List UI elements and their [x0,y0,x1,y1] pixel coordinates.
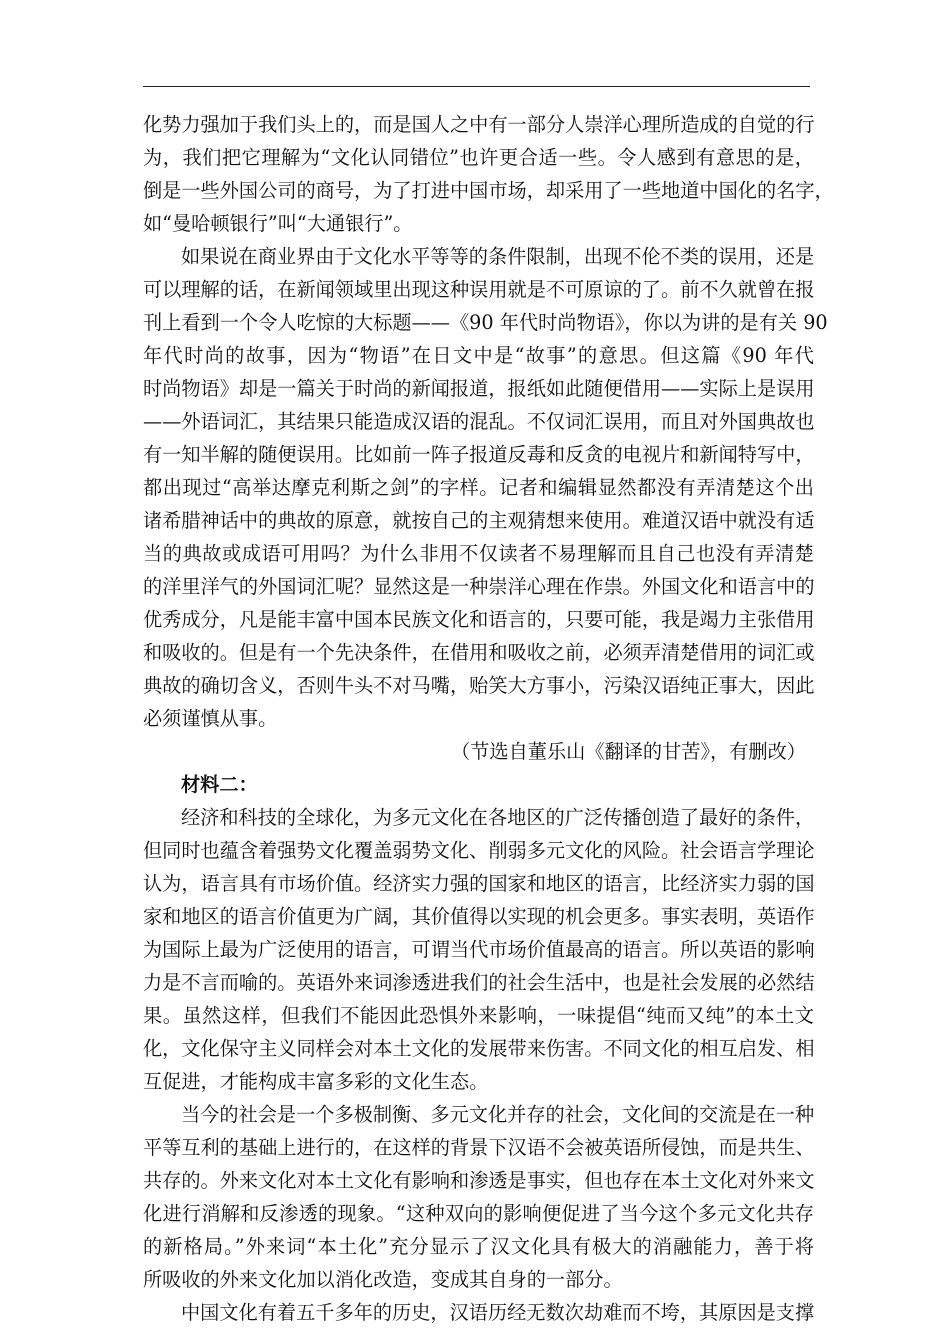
text-line: 的洋里洋气的外国词汇呢？显然这是一种崇洋心理在作祟。外国文化和语言中的 [143,575,815,598]
text-line: 典故的确切含义，否则牛头不对马嘴，贻笑大方事小，污染汉语纯正事大，因此 [143,674,815,697]
text-line: 化，文化保守主义同样会对本土文化的发展带来伤害。不同文化的相互启发、相 [143,1037,815,1060]
text-line: 优秀成分，凡是能丰富中国本民族文化和语言的，只要可能，我是竭力主张借用 [143,608,815,631]
text-line: 中国文化有着五千多年的历史，汉语历经无数次劫难而不垮，其原因是支撑 [181,1301,815,1324]
text-line: 倒是一些外国公司的商号，为了打进中国市场，却采用了一些地道中国化的名字， [143,179,834,202]
text-line: 力是不言而喻的。英语外来词渗透进我们的社会生活中，也是社会发展的必然结 [143,971,815,994]
text-line: 共存的。外来文化对本土文化有影响和渗透是事实，但也存在本土文化对外来文 [143,1169,815,1192]
paragraph-2 [143,240,828,735]
text-line: 化势力强加于我们头上的，而是国人之中有一部分人崇洋心理所造成的自觉的行 [143,113,815,136]
text-line: 如“曼哈顿银行”叫“大通银行”。 [143,212,413,235]
text-line: 必须谨慎从事。 [143,707,278,730]
text-line: 果。虽然这样，但我们不能因此恐惧外来影响，一味提倡“纯而又纯”的本土文 [143,1004,814,1027]
text-line: 时尚物语》却是一篇关于时尚的新闻报道，报纸如此随便借用——实际上是误用 [143,377,815,400]
text-line: 所吸收的外来文化加以消化改造，变成其自身的一部分。 [143,1268,623,1291]
text-line: 为国际上最为广泛使用的语言，可谓当代市场价值最高的语言。所以英语的影响 [143,938,815,961]
paragraph-3 [143,801,814,1098]
text-line: 认为，语言具有市场价值。经济实力强的国家和地区的语言，比经济实力弱的国 [143,872,815,895]
text-line: 互促进，才能构成丰富多彩的文化生态。 [143,1070,489,1093]
text-line: 诸希腊神话中的典故的原意，就按自己的主观猜想来使用。难道汉语中就没有适 [143,509,815,532]
text-line: 的新格局。”外来词“本土化”充分显示了汉文化具有极大的消融能力，善于将 [143,1235,814,1258]
paragraph-1 [143,108,834,240]
text-line: ——外语词汇，其结果只能造成汉语的混乱。不仅词汇误用，而且对外国典故也 [143,410,815,433]
text-line: 和吸收的。但是有一个先决条件，在借用和吸收之前，必须弄清楚借用的词汇或 [143,641,815,664]
header-rule [143,86,810,87]
text-line: 平等互利的基础上进行的，在这样的背景下汉语不会被英语所侵蚀，而是共生、 [143,1136,815,1159]
document-body [143,108,834,1329]
text-line: 有一知半解的随便误用。比如前一阵子报道反毒和反贪的电视片和新闻特写中， [143,443,815,466]
text-line: 化进行消解和反渗透的现象。“这种双向的影响便促进了当今这个多元文化共存 [143,1202,814,1225]
text-line: 但同时也蕴含着强势文化覆盖弱势文化、削弱多元文化的风险。社会语言学理论 [143,839,815,862]
paragraph-4 [143,1098,814,1296]
text-line: 年代时尚的故事，因为“物语”在日文中是“故事”的意思。但这篇《90 年代 [143,344,814,367]
text-line: 可以理解的话，在新闻领域里出现这种误用就是不可原谅的了。前不久就曾在报 [143,278,815,301]
material-2-heading: 材料二： [181,773,258,796]
source-note: （节选自董乐山《翻译的甘苦》，有删改） [451,740,806,763]
text-line: 为，我们把它理解为“文化认同错位”也许更合适一些。令人感到有意思的是， [143,146,814,169]
text-line: 都出现过“高举达摩克利斯之剑”的字样。记者和编辑显然都没有弄清楚这个出 [143,476,814,499]
text-line: 家和地区的语言价值更为广阔，其价值得以实现的机会更多。事实表明，英语作 [143,905,815,928]
paragraph-5 [143,1296,814,1329]
text-line: 刊上看到一个令人吃惊的大标题——《90 年代时尚物语》，你以为讲的是有关 90 [143,311,828,334]
text-line: 当的典故或成语可用吗？为什么非用不仅读者不易理解而且自己也没有弄清楚 [143,542,814,565]
text-line: 当今的社会是一个多极制衡、多元文化并存的社会，文化间的交流是在一种 [181,1103,815,1126]
text-line: 经济和科技的全球化，为多元文化在各地区的广泛传播创造了最好的条件， [181,806,815,829]
text-line: 如果说在商业界由于文化水平等等的条件限制，出现不伦不类的误用，还是 [181,245,815,268]
